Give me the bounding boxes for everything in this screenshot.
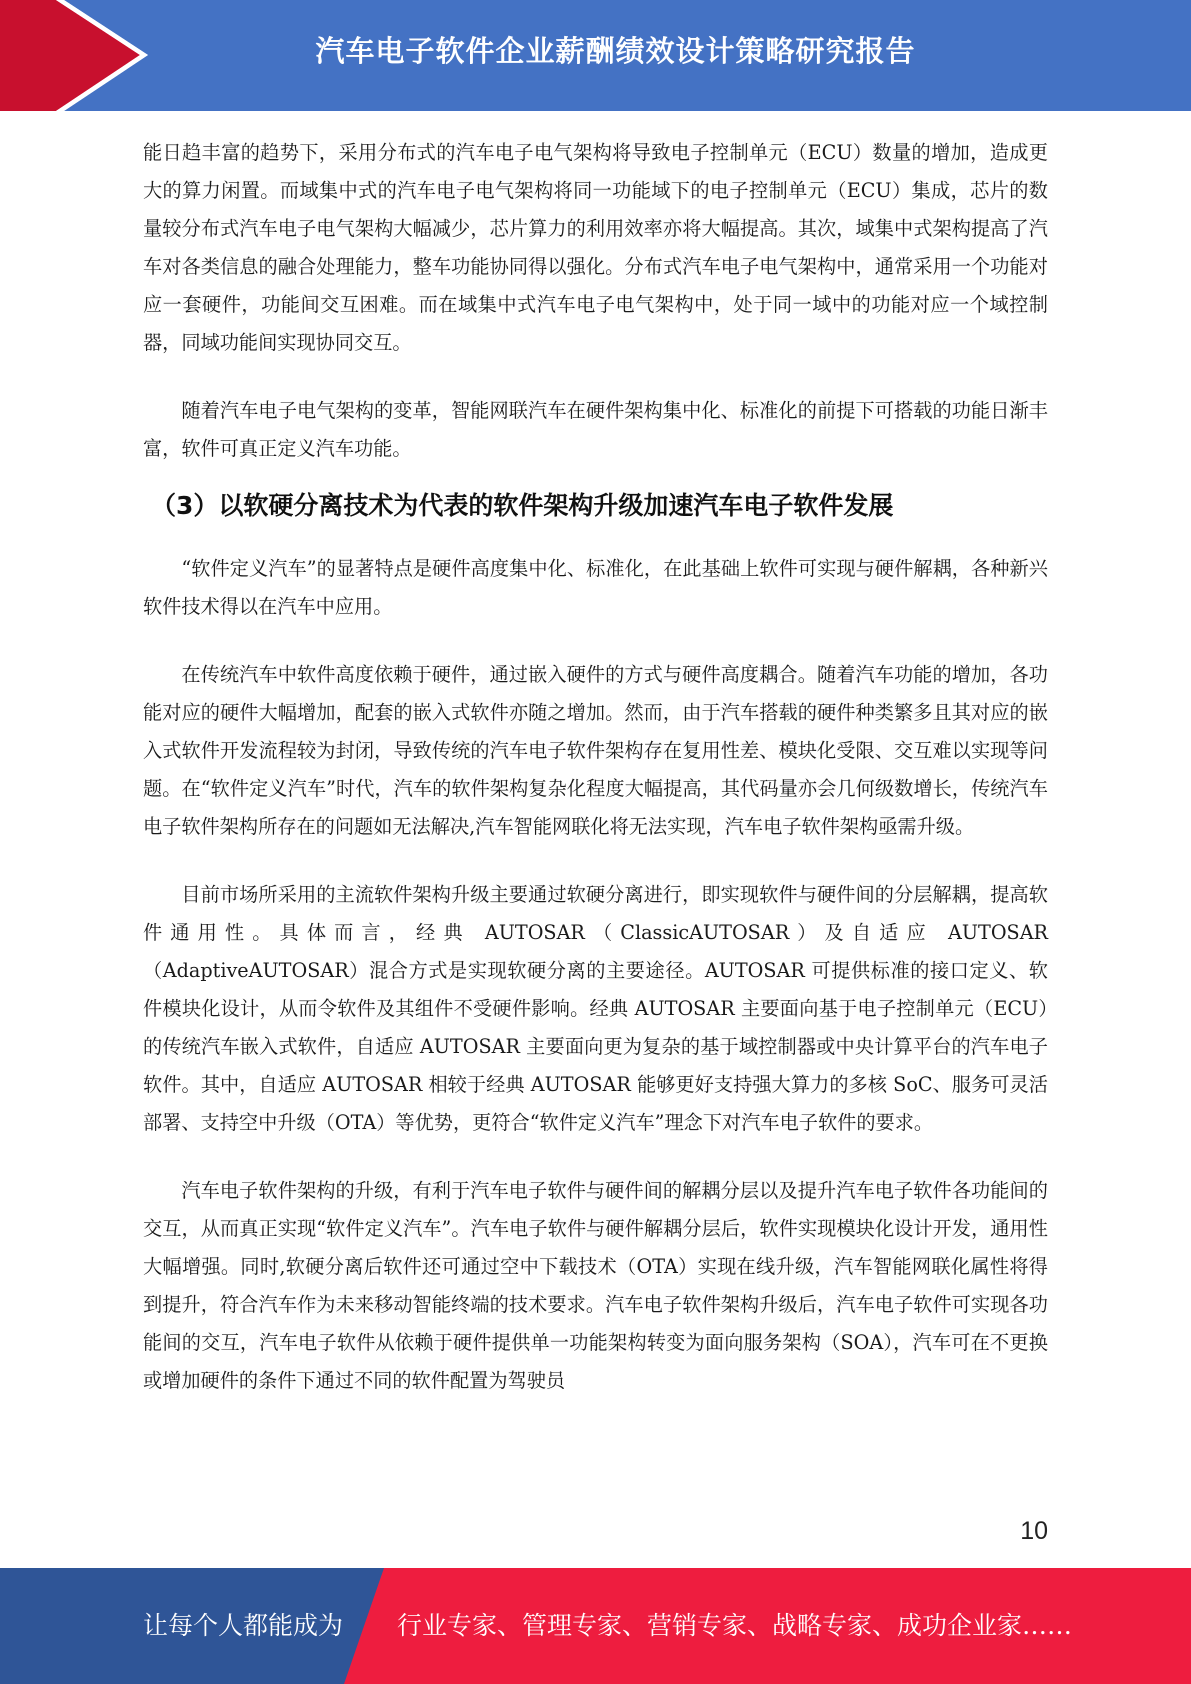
paragraph: 目前市场所采用的主流软件架构升级主要通过软硬分离进行，即实现软件与硬件间的分层解耦，提高软件通用性。具体而言，经典 AUTOSAR（ClassicAUTOSAR）及自适应 AUTOSAR（AdaptiveAUTOSAR）混合方式是实现软硬分离的主要途径。AUTOSAR 可提供标准的接口定义、软件模块化设计，从而令软件及其组件不受硬件影响。经典 AUTOSAR 主要面向基于电子控制单元（ECU）的传统汽车嵌入式软件，自适应 AUTOSAR 主要面向更为复杂的基于域控制器或中央计算平台的汽车电子软件。其中，自适应 AUTOSAR 相较于经典 AUTOSAR 能够更好支持强大算力的多核 SoC、服务可灵活部署、支持空中升级（OTA）等优势，更符合“软件定义汽车”理念下对汽车电子软件的要求。 (143, 883, 1048, 1134)
footer-slogan-left: 让每个人都能成为 (143, 1611, 344, 1640)
page-header (0, 0, 1191, 111)
paragraph: “软件定义汽车”的显著特点是硬件高度集中化、标准化，在此基础上软件可实现与硬件解耦，各种新兴软件技术得以在汽车中应用。 (143, 557, 1048, 618)
document-body (143, 134, 1048, 1400)
paragraph: 随着汽车电子电气架构的变革，智能网联汽车在硬件架构集中化、标准化的前提下可搭载的功能日渐丰富，软件可真正定义汽车功能。 (143, 399, 1048, 460)
paragraph: 能日趋丰富的趋势下，采用分布式的汽车电子电气架构将导致电子控制单元（ECU）数量的增加，造成更大的算力闲置。而域集中式的汽车电子电气架构将同一功能域下的电子控制单元（ECU）集成，芯片的数量较分布式汽车电子电气架构大幅减少，芯片算力的利用效率亦将大幅提高。其次，域集中式架构提高了汽车对各类信息的融合处理能力，整车功能协同得以强化。分布式汽车电子电气架构中，通常采用一个功能对应一套硬件，功能间交互困难。而在域集中式汽车电子电气架构中，处于同一域中的功能对应一个域控制器，同域功能间实现协同交互。 (143, 141, 1048, 354)
paragraph: 汽车电子软件架构的升级，有利于汽车电子软件与硬件间的解耦分层以及提升汽车电子软件各功能间的交互，从而真正实现“软件定义汽车”。汽车电子软件与硬件解耦分层后，软件实现模块化设计开发，通用性大幅增强。同时,软硬分离后软件还可通过空中下载技术（OTA）实现在线升级，汽车智能网联化属性将得到提升，符合汽车作为未来移动智能终端的技术要求。汽车电子软件架构升级后，汽车电子软件可实现各功能间的交互，汽车电子软件从依赖于硬件提供单一功能架构转变为面向服务架构（SOA），汽车可在不更换或增加硬件的条件下通过不同的软件配置为驾驶员 (143, 1179, 1048, 1392)
section-heading: （3）以软硬分离技术为代表的软件架构升级加速汽车电子软件发展 (151, 491, 894, 520)
page-number: 10 (1020, 1517, 1048, 1545)
paragraph: 在传统汽车中软件高度依赖于硬件，通过嵌入硬件的方式与硬件高度耦合。随着汽车功能的增加，各功能对应的硬件大幅增加，配套的嵌入式软件亦随之增加。然而，由于汽车搭载的硬件种类繁多且其对应的嵌入式软件开发流程较为封闭，导致传统的汽车电子软件架构存在复用性差、模块化受限、交互难以实现等问题。在“软件定义汽车”时代，汽车的软件架构复杂化程度大幅提高，其代码量亦会几何级数增长，传统汽车电子软件架构所存在的问题如无法解决,汽车智能网联化将无法实现，汽车电子软件架构亟需升级。 (143, 663, 1048, 838)
footer-slogan-right: 行业专家、管理专家、营销专家、战略专家、成功企业家…… (397, 1611, 1073, 1640)
page-footer (0, 1568, 1191, 1684)
report-title: 汽车电子软件企业薪酬绩效设计策略研究报告 (315, 34, 916, 68)
